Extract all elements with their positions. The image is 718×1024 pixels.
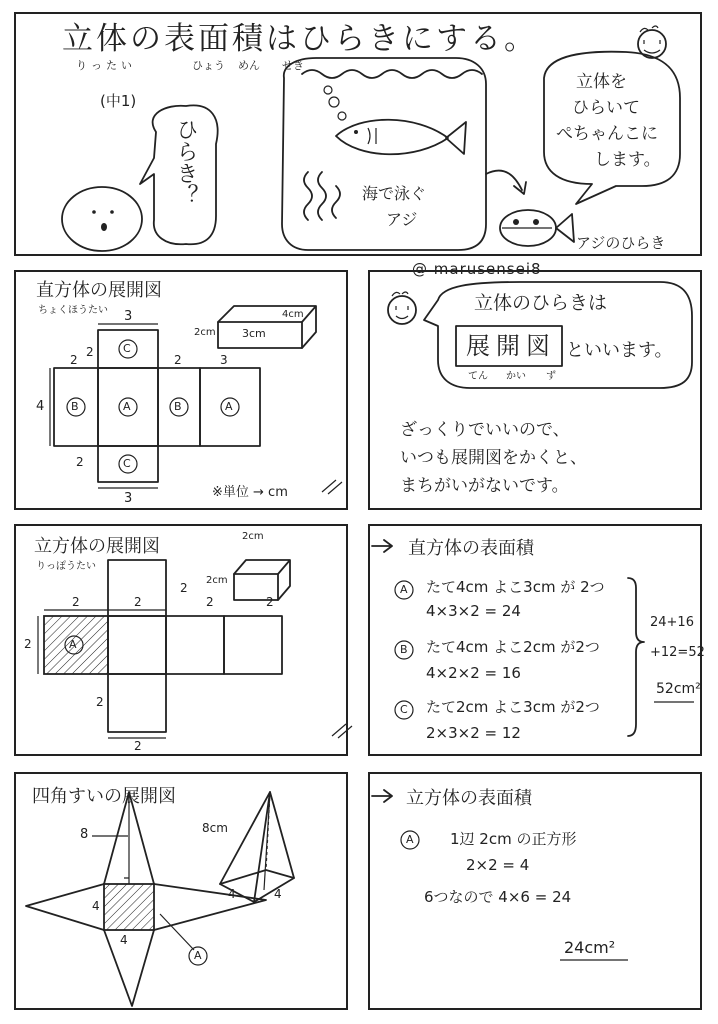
note-body-2: いつも展開図をかくと、 [400, 448, 587, 468]
cube-net-ruby: りっぽうたい [36, 561, 96, 572]
pyramid-side-4b: 4 [120, 933, 128, 947]
ruby-men: めん [238, 59, 260, 72]
smiley-icon [638, 26, 666, 58]
cube-area-title: 立方体の表面積 [406, 788, 532, 809]
dim-2-b: 2 [70, 353, 78, 367]
dim-2-c: 2 [174, 353, 182, 367]
opened-fish-icon [500, 210, 574, 246]
intro-panel [14, 12, 702, 256]
sum-line2: +12=52 [650, 645, 705, 660]
pyramid-3d-4b: 4 [274, 887, 282, 901]
net-definition-panel [368, 270, 702, 510]
note-line1: 立体のひらきは [474, 292, 608, 314]
note-boxed-term: 展開図 [466, 332, 556, 360]
cube-area-result: 24cm² [564, 938, 616, 957]
bubble-right-line3: ぺちゃんこに [556, 124, 658, 144]
row-c-line1: たて2cm よこ3cm が2つ [426, 698, 600, 716]
pyramid-h8cm: 8cm [202, 821, 228, 835]
unit-note: ※単位 → cm [212, 485, 288, 500]
pyramid-net-panel [14, 772, 348, 1010]
pyramid-side-4a: 4 [92, 899, 100, 913]
cuboid-net-title: 直方体の展開図 [36, 280, 162, 301]
cube-area-line2: 2×2 = 4 [466, 856, 530, 874]
cuboid-area-result: 52cm² [656, 681, 701, 697]
pyramid-net-title: 四角すいの展開図 [32, 786, 176, 807]
note-body-3: まちがいがないです。 [400, 476, 569, 496]
credit-text: @ marusensei8 [412, 260, 542, 278]
face-a-center: A [123, 400, 131, 413]
cuboid-net-ruby: ちょくほうたい [38, 305, 108, 316]
row-a-line1: たて4cm よこ3cm が 2つ [426, 578, 605, 596]
cube-area-panel [368, 772, 702, 1010]
dim-left-4: 4 [36, 399, 45, 414]
ruby-seki: せき [282, 59, 304, 72]
row-c-line2: 2×3×2 = 12 [426, 724, 521, 742]
face-c-top: C [123, 342, 131, 355]
cube-dim-2-e: 2 [266, 595, 274, 609]
cube-net-panel [14, 524, 348, 756]
pyramid-3d-icon [220, 792, 294, 902]
cube-face-a: A [69, 638, 77, 651]
grade-label: (中1) [100, 92, 137, 110]
bubble-right-line4: します。 [594, 150, 661, 170]
face-b-right: B [174, 400, 182, 413]
cube-area-line1: 1辺 2cm の正方形 [450, 830, 577, 848]
face-b-left: B [71, 400, 79, 413]
cube-dim-2-a: 2 [72, 595, 80, 609]
cube-box-icon [234, 560, 290, 600]
wave-icon [302, 70, 482, 78]
dim-bottom-3: 3 [124, 491, 133, 506]
pyramid-3d-4a: 4 [228, 887, 236, 901]
cube-area-line3: 6つなので 4×6 = 24 [424, 888, 572, 906]
mark-b: B [400, 643, 408, 656]
smiley-icon [388, 292, 416, 324]
cube-box-side: 2cm [206, 575, 228, 586]
row-b-line1: たて4cm よこ2cm が2つ [426, 638, 600, 656]
sea-label-1: 海で泳ぐ [362, 184, 427, 203]
cube-dim-2-f: 2 [96, 695, 104, 709]
cube-net-diagram [16, 526, 350, 758]
mark-c: C [400, 703, 408, 716]
cube-dim-2-left: 2 [24, 637, 32, 651]
hiraki-label: アジのひらき [576, 234, 666, 252]
cube-net-title: 立方体の展開図 [34, 536, 160, 557]
cube-dim-2-bottom: 2 [134, 739, 142, 753]
ruby-kai: かい [506, 371, 526, 382]
note-body-1: ざっくりでいいので、 [400, 420, 570, 440]
row-b-line2: 4×2×2 = 16 [426, 664, 521, 682]
dim-3-right: 3 [220, 353, 228, 367]
bubble-right-line1: 立体を [576, 72, 627, 92]
cube-dim-2-b: 2 [134, 595, 142, 609]
dim-top-3: 3 [124, 309, 133, 324]
dim-2-bottom: 2 [76, 455, 84, 469]
bubble-left-text: ひらき？ [173, 118, 198, 206]
row-a-line2: 4×3×2 = 24 [426, 602, 521, 620]
note-after: といいます。 [566, 340, 673, 361]
ruby-hyou: ひょう [192, 59, 225, 72]
cuboid-net-panel [14, 270, 348, 510]
pyramid-h8: 8 [80, 827, 89, 842]
cuboid-area-title: 直方体の表面積 [408, 538, 534, 559]
page-title: 立体の表面積はひらきにする。 [62, 21, 538, 57]
face-a-right: A [225, 400, 233, 413]
box-depth-label: 4cm [282, 309, 304, 320]
cube-dim-2-c: 2 [180, 581, 188, 595]
seaweed-icon [304, 172, 340, 220]
pyramid-net-diagram [16, 774, 350, 1012]
face-c-bottom: C [123, 457, 131, 470]
cube-dim-2-d: 2 [206, 595, 214, 609]
box-height-label: 2cm [194, 327, 216, 338]
ruby-rittai: りったい [76, 59, 136, 72]
dim-2-a: 2 [86, 345, 94, 359]
sea-label-2: アジ [386, 210, 418, 229]
cube-box-top: 2cm [242, 531, 264, 542]
bubble-right-line2: ひらいて [572, 98, 640, 118]
cube-mark-a: A [406, 833, 414, 846]
ruby-zu: ず [546, 371, 556, 382]
mark-a: A [400, 583, 408, 596]
cuboid-net-diagram [16, 272, 350, 512]
cuboid-area-panel [368, 524, 705, 756]
pyramid-face-a: A [194, 949, 202, 962]
fish-icon [336, 120, 466, 155]
box-width-label: 3cm [242, 327, 266, 340]
ruby-ten: てん [468, 371, 488, 382]
sum-line1: 24+16 [650, 615, 694, 630]
arrow-icon [486, 171, 526, 194]
